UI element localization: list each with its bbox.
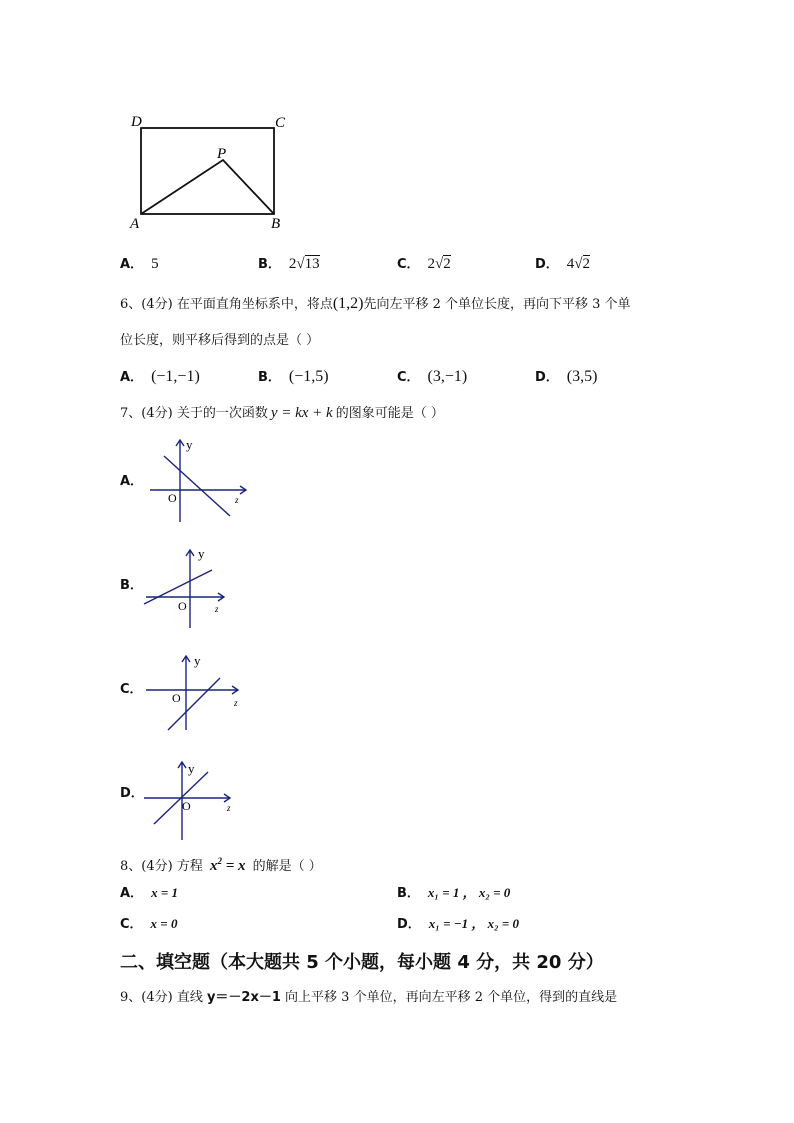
q6-option-a — [120, 369, 200, 386]
q8-option-d-label: D． — [397, 917, 421, 932]
q7-a-x-label: z — [235, 495, 239, 505]
label-a: A — [130, 216, 140, 232]
q8-option-a-label: A． — [120, 886, 144, 901]
q5-option-a-value: 5 — [151, 256, 159, 272]
q7-option-d-label: D． — [120, 786, 144, 801]
q8-option-b-value: x₁ = 1 ， x₂ = 0 — [427, 885, 511, 900]
q7-graph-b — [138, 544, 258, 636]
q7-formula: y = kx + k — [270, 405, 333, 421]
q5-option-d — [535, 256, 590, 273]
q6-option-b — [258, 369, 329, 386]
rectangle-figure — [125, 110, 305, 235]
q7-c-y-label: y — [194, 653, 201, 668]
q9-stem — [120, 990, 617, 1006]
q5-option-a-label: A． — [120, 257, 144, 272]
q5-option-c-radicand: 2 — [443, 256, 451, 272]
q7-graph-c — [140, 650, 260, 742]
q5-option-c — [397, 256, 451, 273]
q7-d-y-label: y — [188, 761, 195, 776]
q5-option-a — [120, 256, 159, 273]
q7-b-y-label: y — [198, 546, 205, 561]
q7-a-y-label: y — [186, 437, 193, 452]
q6-option-d — [535, 369, 597, 386]
q6-point: (1,2) — [332, 295, 364, 312]
q8-option-a — [120, 885, 178, 902]
q6-text-a: 6、(4分) 在平面直角坐标系中，将点 — [120, 297, 333, 312]
q5-option-c-coef: 2 — [427, 256, 436, 272]
q6-stem-line2 — [120, 333, 319, 349]
q6-option-c-value: (3,−1) — [427, 368, 468, 385]
section-heading: 二、填空题（本大题共 5 个小题，每小题 4 分，共 20 分） — [120, 952, 604, 973]
q8-text-a: 8、(4分) 方程 — [120, 859, 203, 874]
q8-option-d — [397, 916, 519, 933]
label-p: P — [217, 146, 227, 162]
q9-formula: y＝－2x－1 — [206, 990, 281, 1005]
q8-option-c-value: x = 0 — [150, 916, 178, 931]
q7-a-origin-label: O — [168, 491, 177, 505]
q6-option-c-label: C． — [397, 370, 420, 385]
q5-option-b-label: B． — [258, 257, 281, 272]
label-b: B — [271, 216, 281, 232]
q8-text-b: 的解是（ ） — [252, 859, 322, 874]
q7-option-c-label: C． — [120, 682, 143, 697]
q5-option-b — [258, 256, 320, 273]
q8-stem — [120, 853, 322, 875]
q5-option-b-coef: 2 — [288, 256, 297, 272]
label-d: D — [131, 114, 142, 130]
sqrt-icon: √ — [574, 256, 583, 272]
q8-option-c-label: C． — [120, 917, 143, 932]
q8-option-b — [397, 885, 510, 902]
q7-b-origin-label: O — [178, 599, 187, 613]
q6-option-a-value: (−1,−1) — [151, 368, 200, 385]
q6-text-c: 位长度，则平移后得到的点是（ ） — [120, 333, 320, 348]
q7-d-x-label: z — [227, 803, 231, 813]
q6-option-d-value: (3,5) — [566, 368, 598, 385]
q5-option-d-label: D． — [535, 257, 559, 272]
sqrt-icon: √ — [435, 256, 444, 272]
triangle-apb — [141, 160, 274, 214]
q7-text-a: 7、(4分) 关于的一次函数 — [120, 406, 268, 421]
sqrt-icon: √ — [296, 256, 305, 272]
q7-d-origin-label: O — [182, 799, 191, 813]
q7-c-origin-label: O — [172, 691, 181, 705]
q8-option-d-value: x₁ = −1 ， x₂ = 0 — [428, 916, 520, 931]
q7-graph-d — [140, 756, 260, 848]
q7-option-a-label: A． — [120, 474, 144, 489]
q7-b-x-label: z — [215, 604, 219, 614]
q8-option-c — [120, 916, 177, 933]
q6-stem-line1 — [120, 296, 631, 313]
q6-option-a-label: A． — [120, 370, 144, 385]
q8-formula: $x^2 = x$ — [209, 856, 246, 874]
q7-stem — [120, 405, 444, 422]
q8-option-b-label: B． — [397, 886, 420, 901]
q6-option-c — [397, 369, 467, 386]
q7-c-x-label: z — [234, 698, 238, 708]
q8-option-a-value: x = 1 — [151, 885, 178, 900]
q6-text-b: 先向左平移 2 个单位长度，再向下平移 3 个单 — [363, 297, 631, 312]
q7-text-b: 的图象可能是（ ） — [335, 406, 444, 421]
q9-rest: 向上平移 3 个单位，再向左平移 2 个单位，得到的直线是 — [280, 990, 618, 1005]
q6-option-b-value: (−1,5) — [288, 368, 329, 385]
q9-label: 9、(4分) 直线 — [120, 990, 207, 1005]
q6-option-b-label: B． — [258, 370, 281, 385]
q5-option-d-coef: 4 — [566, 256, 575, 272]
q5-option-b-radicand: 13 — [304, 256, 320, 272]
q6-option-d-label: D． — [535, 370, 559, 385]
q5-option-d-radicand: 2 — [582, 256, 591, 272]
q5-option-c-label: C． — [397, 257, 420, 272]
q7-graph-a — [140, 432, 260, 524]
q7-option-b-label: B． — [120, 578, 143, 593]
label-c: C — [275, 115, 286, 131]
